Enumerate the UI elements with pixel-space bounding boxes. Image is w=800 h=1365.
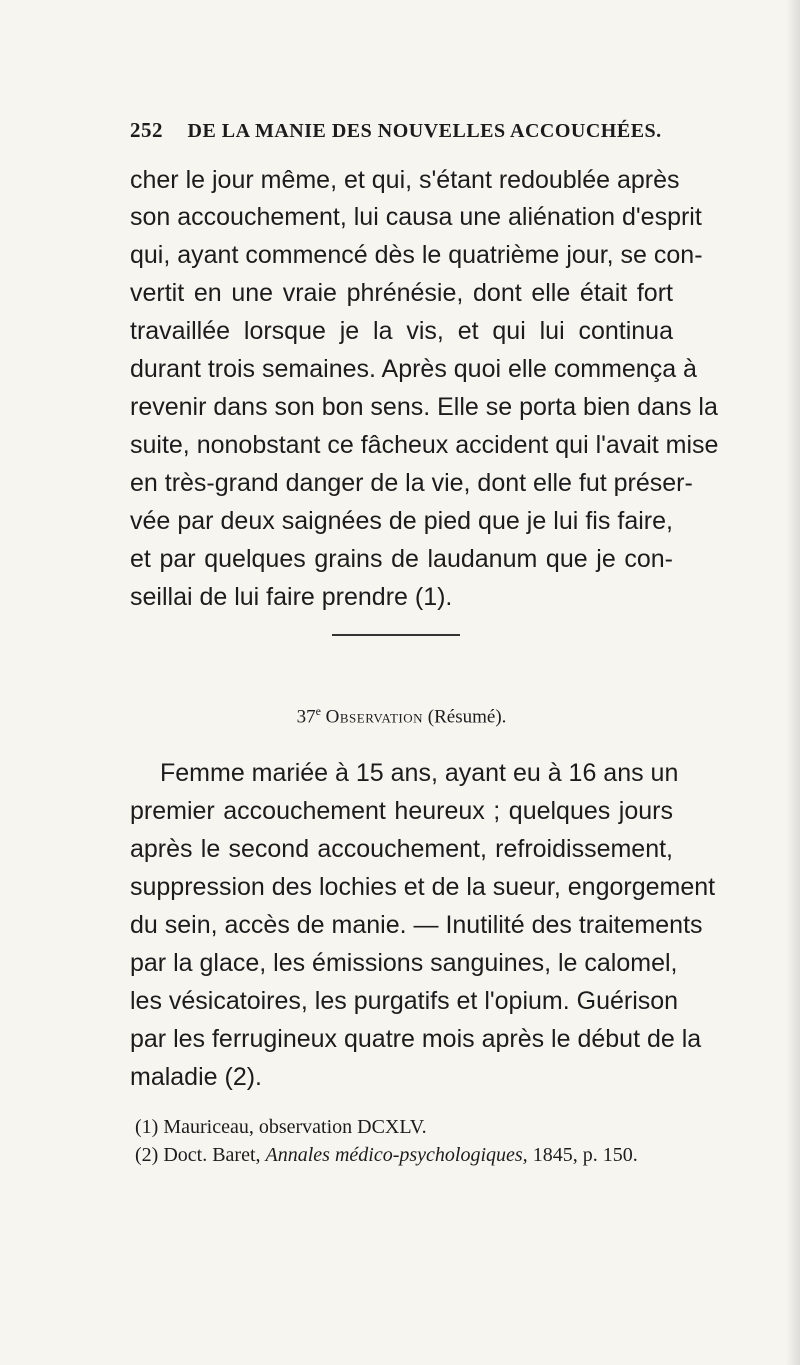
text-line: en très-grand danger de la vie, dont elle fut préser-: [130, 469, 693, 497]
text-line: du sein, accès de manie. — Inutilité des traitements: [130, 911, 703, 939]
text-line: les vésicatoires, les purgatifs et l'opium. Guérison: [130, 987, 679, 1015]
observation-ordinal: e: [315, 704, 321, 718]
text-line: Femme mariée à 15 ans, ayant eu à 16 ans un: [160, 759, 679, 787]
footnote-2-prefix: (2) Doct. Baret,: [135, 1144, 266, 1166]
observation-summary: (Résumé).: [427, 706, 507, 728]
text-line: travaillée lorsque je la vis, et qui lui continua: [130, 317, 673, 345]
text-line: son accouchement, lui causa une aliénation d'esprit: [130, 203, 702, 231]
text-line: revenir dans son bon sens. Elle se porta bien dans la: [130, 393, 718, 421]
text-line: après le second accouchement, refroidissement,: [130, 835, 673, 863]
running-title: DE LA MANIE DES NOUVELLES ACCOUCHÉES.: [187, 120, 662, 142]
text-line: cher le jour même, et qui, s'étant redoublée après: [130, 166, 680, 194]
observation-number: 37: [296, 706, 316, 728]
text-line: seillai de lui faire prendre (1).: [130, 583, 453, 611]
text-line: suite, nonobstant ce fâcheux accident qui l'avait mise: [130, 431, 719, 459]
text-line: vée par deux saignées de pied que je lui fis faire,: [130, 507, 673, 535]
footnote-2-suffix: 1845, p. 150.: [527, 1144, 638, 1166]
text-line: premier accouchement heureux ; quelques jours: [130, 797, 673, 825]
footnote-1: (1) Mauriceau, observation DCXLV.: [135, 1116, 427, 1138]
text-line: maladie (2).: [130, 1063, 262, 1091]
text-line: vertit en une vraie phrénésie, dont elle était fort: [130, 279, 673, 307]
text-line: suppression des lochies et de la sueur, engorgement: [130, 873, 716, 901]
text-line: durant trois semaines. Après quoi elle commença à: [130, 355, 697, 383]
text-line: et par quelques grains de laudanum que je con-: [130, 545, 673, 573]
text-line: qui, ayant commencé dès le quatrième jour, se con-: [130, 241, 703, 269]
running-header: [130, 118, 662, 143]
page-number: 252: [130, 118, 163, 142]
page-edge-shadow: [786, 0, 800, 1365]
footnote-2: [135, 1143, 638, 1167]
footnote-2-title: Annales médico-psychologiques,: [265, 1144, 528, 1166]
text-line: par la glace, les émissions sanguines, le calomel,: [130, 949, 678, 977]
observation-heading: [130, 704, 673, 728]
text-line: par les ferrugineux quatre mois après le début de la: [130, 1025, 702, 1053]
section-divider: [332, 634, 460, 636]
observation-label: Observation: [325, 706, 424, 728]
